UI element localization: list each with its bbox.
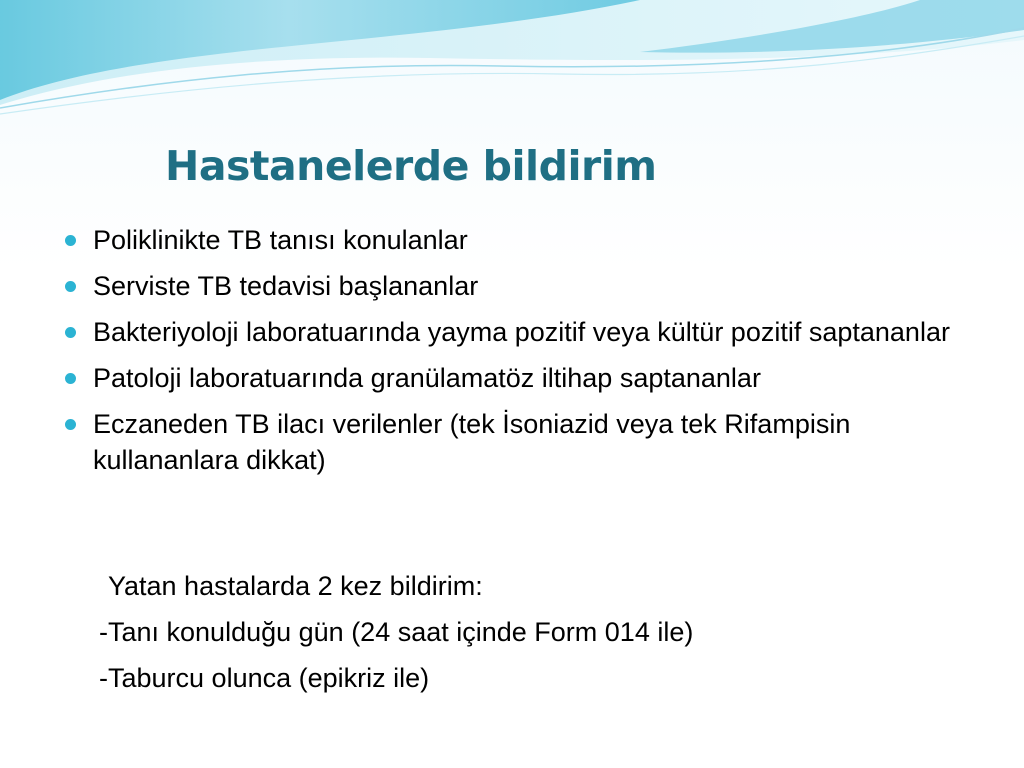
bullet-dot-icon xyxy=(65,327,76,338)
header-wave-decoration xyxy=(0,0,1024,130)
bullet-item xyxy=(0,314,1024,350)
inpatient-item: -Tanı konulduğu gün (24 saat içinde Form 014 ile) xyxy=(99,617,694,647)
bullet-list xyxy=(0,222,1024,488)
bullet-item xyxy=(0,406,1024,478)
bullet-dot-icon xyxy=(65,281,76,292)
bullet-dot-icon xyxy=(65,419,76,430)
bullet-dot-icon xyxy=(65,235,76,246)
inpatient-notes xyxy=(0,563,1024,701)
bullet-item xyxy=(0,360,1024,396)
slide-title: Hastanelerde bildirim xyxy=(165,142,657,190)
bullet-item xyxy=(0,222,1024,258)
bullet-item xyxy=(0,268,1024,304)
inpatient-heading: Yatan hastalarda 2 kez bildirim: xyxy=(108,571,483,601)
bullet-text: Patoloji laboratuarında granülamatöz iltihap saptananlar xyxy=(93,363,761,393)
inpatient-item: -Taburcu olunca (epikriz ile) xyxy=(99,663,430,693)
bullet-text: Poliklinikte TB tanısı konulanlar xyxy=(93,225,468,255)
bullet-text: Serviste TB tedavisi başlananlar xyxy=(93,271,479,301)
bullet-dot-icon xyxy=(65,373,76,384)
bullet-text: Eczaneden TB ilacı verilenler (tek İsoniazid veya tek Rifampisin kullananlara dikkat) xyxy=(93,409,851,475)
bullet-text: Bakteriyoloji laboratuarında yayma pozitif veya kültür pozitif saptananlar xyxy=(93,317,950,347)
